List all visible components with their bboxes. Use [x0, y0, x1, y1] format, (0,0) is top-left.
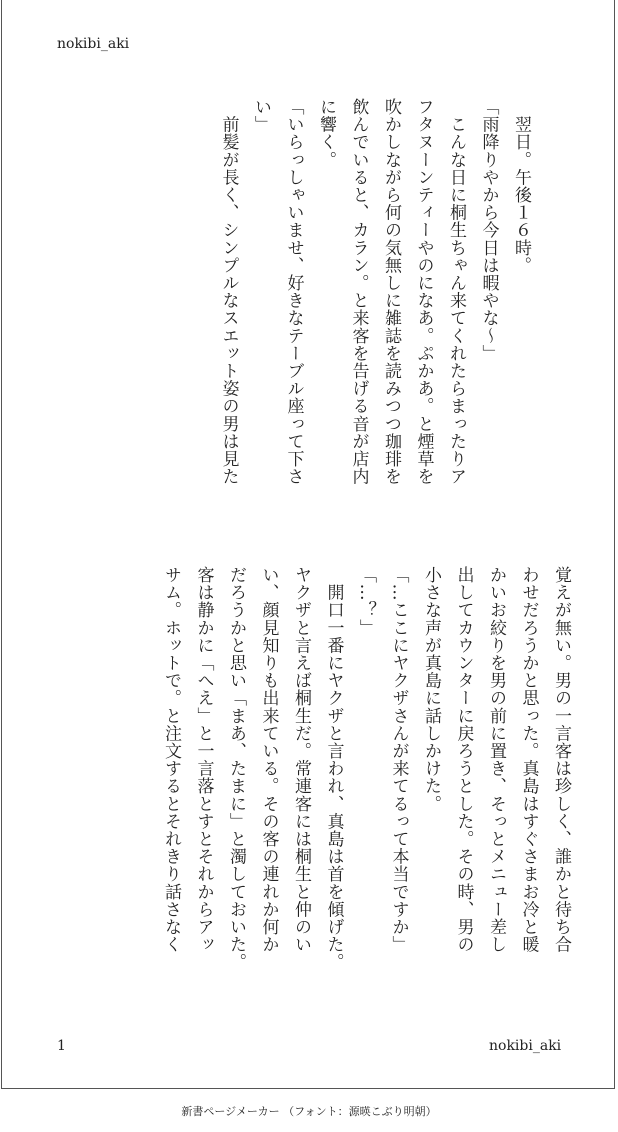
lower-text-block: 覚えが無い。男の一言客は珍しく、誰かと待ち合 わせだろうかと思った。真島はすぐさまお冷と暖 かいお絞りを男の前に置き、そっとメニュー差し 出してカウンターに戻ろうとした。その時、男の 小さな声が真島に話しかけた。 「…ここにヤクザさんが来てるって本当ですか」 「…？」 開口一番にヤクザと言われ、真島は首を傾げた。 ヤクザと言えば桐生だ。常連客には桐生と仲のい い、顔見知りも出来ている。その客の連れか何か だろうかと思い「まあ、たまに」と濁しておいた。 客は静かに「へえ」と一言落とすとそれからアッ サム。ホットで。と注文するとそれきり話さなく: [161, 566, 571, 971]
header-author: nokibi_aki: [57, 36, 130, 52]
book-page: [1, 0, 615, 1089]
upper-text-block: 翌日。午後１６時。 「雨降りやから今日は暇やな〜」 こんな日に桐生ちゃん来てくれたらまったりア フタヌーンティーやのになあ。ぷかあ。と煙草を 吹かしながら何の気無しに雑誌を読みつつ珈琲を 飲んでいると、カラン。と来客を告げる音が店内 に響く。 「いらっしゃいませ、好きなテーブル座って下さ い」 前髪が長く、シンプルなスエット姿の男は見た: [218, 98, 531, 486]
footer-author: nokibi_aki: [489, 1038, 562, 1054]
generator-credit: 新書ページメーカー （フォント：源暎こぶり明朝）: [181, 1105, 437, 1118]
page-number: 1: [57, 1038, 66, 1054]
